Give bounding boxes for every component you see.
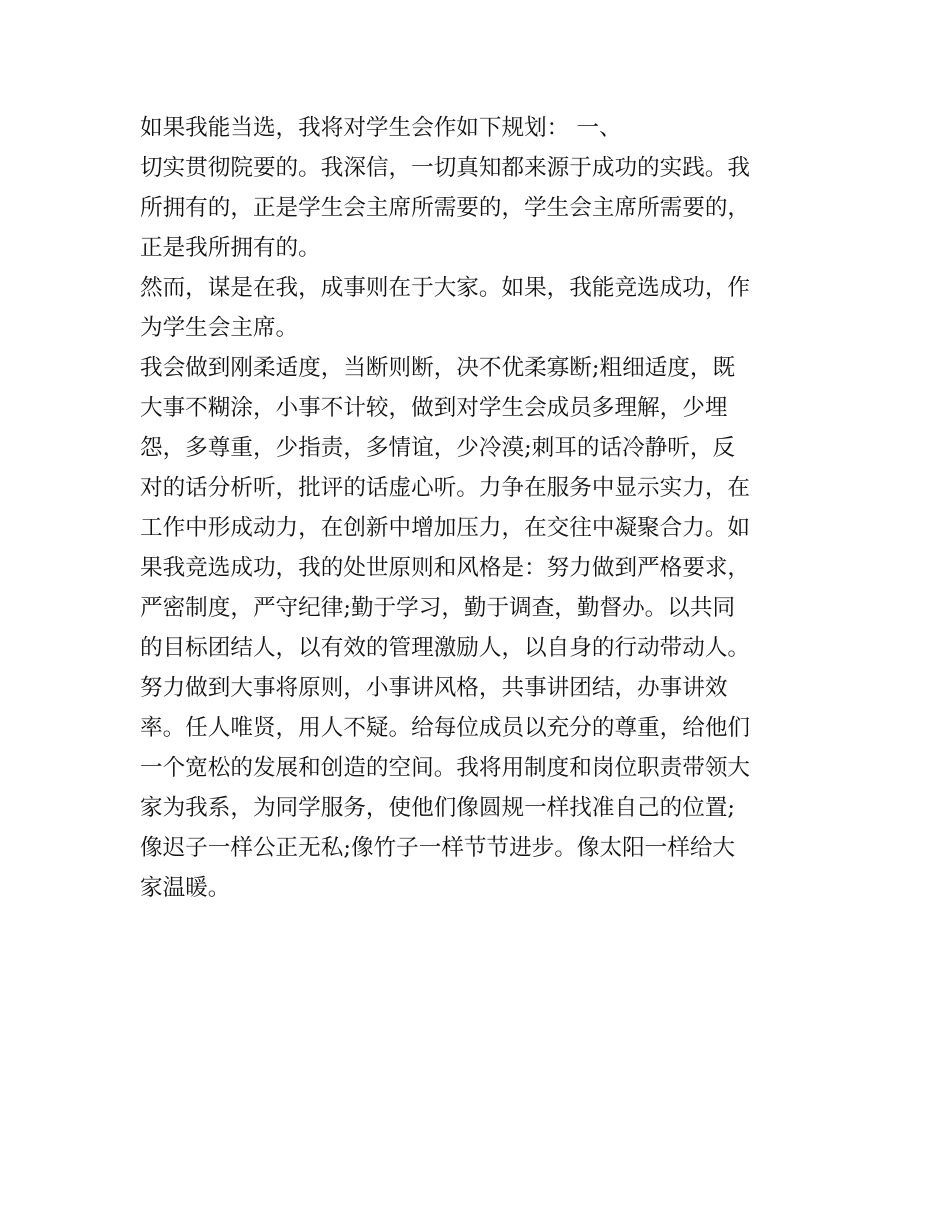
text-line: 大事不糊涂，小事不计较，做到对学生会成员多理解，少埋 [140, 395, 728, 421]
text-line: 对的话分析听，批评的话虚心听。力争在服务中显示实力，在 [140, 475, 751, 501]
text-line: 的目标团结人，以有效的管理激励人，以自身的行动带动人。 [140, 635, 751, 661]
text-line: 所拥有的，正是学生会主席所需要的，学生会主席所需要的， [140, 195, 751, 221]
text-line: 为学生会主席。 [140, 315, 299, 341]
document-body [140, 108, 812, 908]
text-line: 然而，谋是在我，成事则在于大家。如果，我能竞选成功，作 [140, 275, 751, 301]
text-line: 正是我所拥有的。 [140, 235, 321, 261]
text-line: 率。任人唯贤，用人不疑。给每位成员以充分的尊重，给他们 [140, 715, 751, 741]
text-line: 我会做到刚柔适度，当断则断，决不优柔寡断;粗细适度，既 [140, 355, 736, 381]
text-line: 像迟子一样公正无私;像竹子一样节节进步。像太阳一样给大 [140, 835, 736, 861]
text-line: 努力做到大事将原则，小事讲风格，共事讲团结，办事讲效 [140, 675, 728, 701]
text-line: 切实贯彻院要的。我深信，一切真知都来源于成功的实践。我 [140, 155, 751, 181]
text-line: 怨，多尊重，少指责，多情谊，少冷漠;刺耳的话冷静听，反 [140, 435, 736, 461]
text-line: 工作中形成动力，在创新中增加压力，在交往中凝聚合力。如 [140, 515, 751, 541]
text-line: 严密制度，严守纪律;勤于学习，勤于调查，勤督办。以共同 [140, 595, 736, 621]
text-line: 家为我系，为同学服务，使他们像圆规一样找准自己的位置; [140, 795, 736, 821]
text-line: 果我竞选成功，我的处世原则和风格是：努力做到严格要求， [140, 555, 751, 581]
text-line: 家温暖。 [140, 875, 231, 901]
text-line: 如果我能当选，我将对学生会作如下规划： 一、 [140, 115, 622, 141]
text-line: 一个宽松的发展和创造的空间。我将用制度和岗位职责带领大 [140, 755, 751, 781]
